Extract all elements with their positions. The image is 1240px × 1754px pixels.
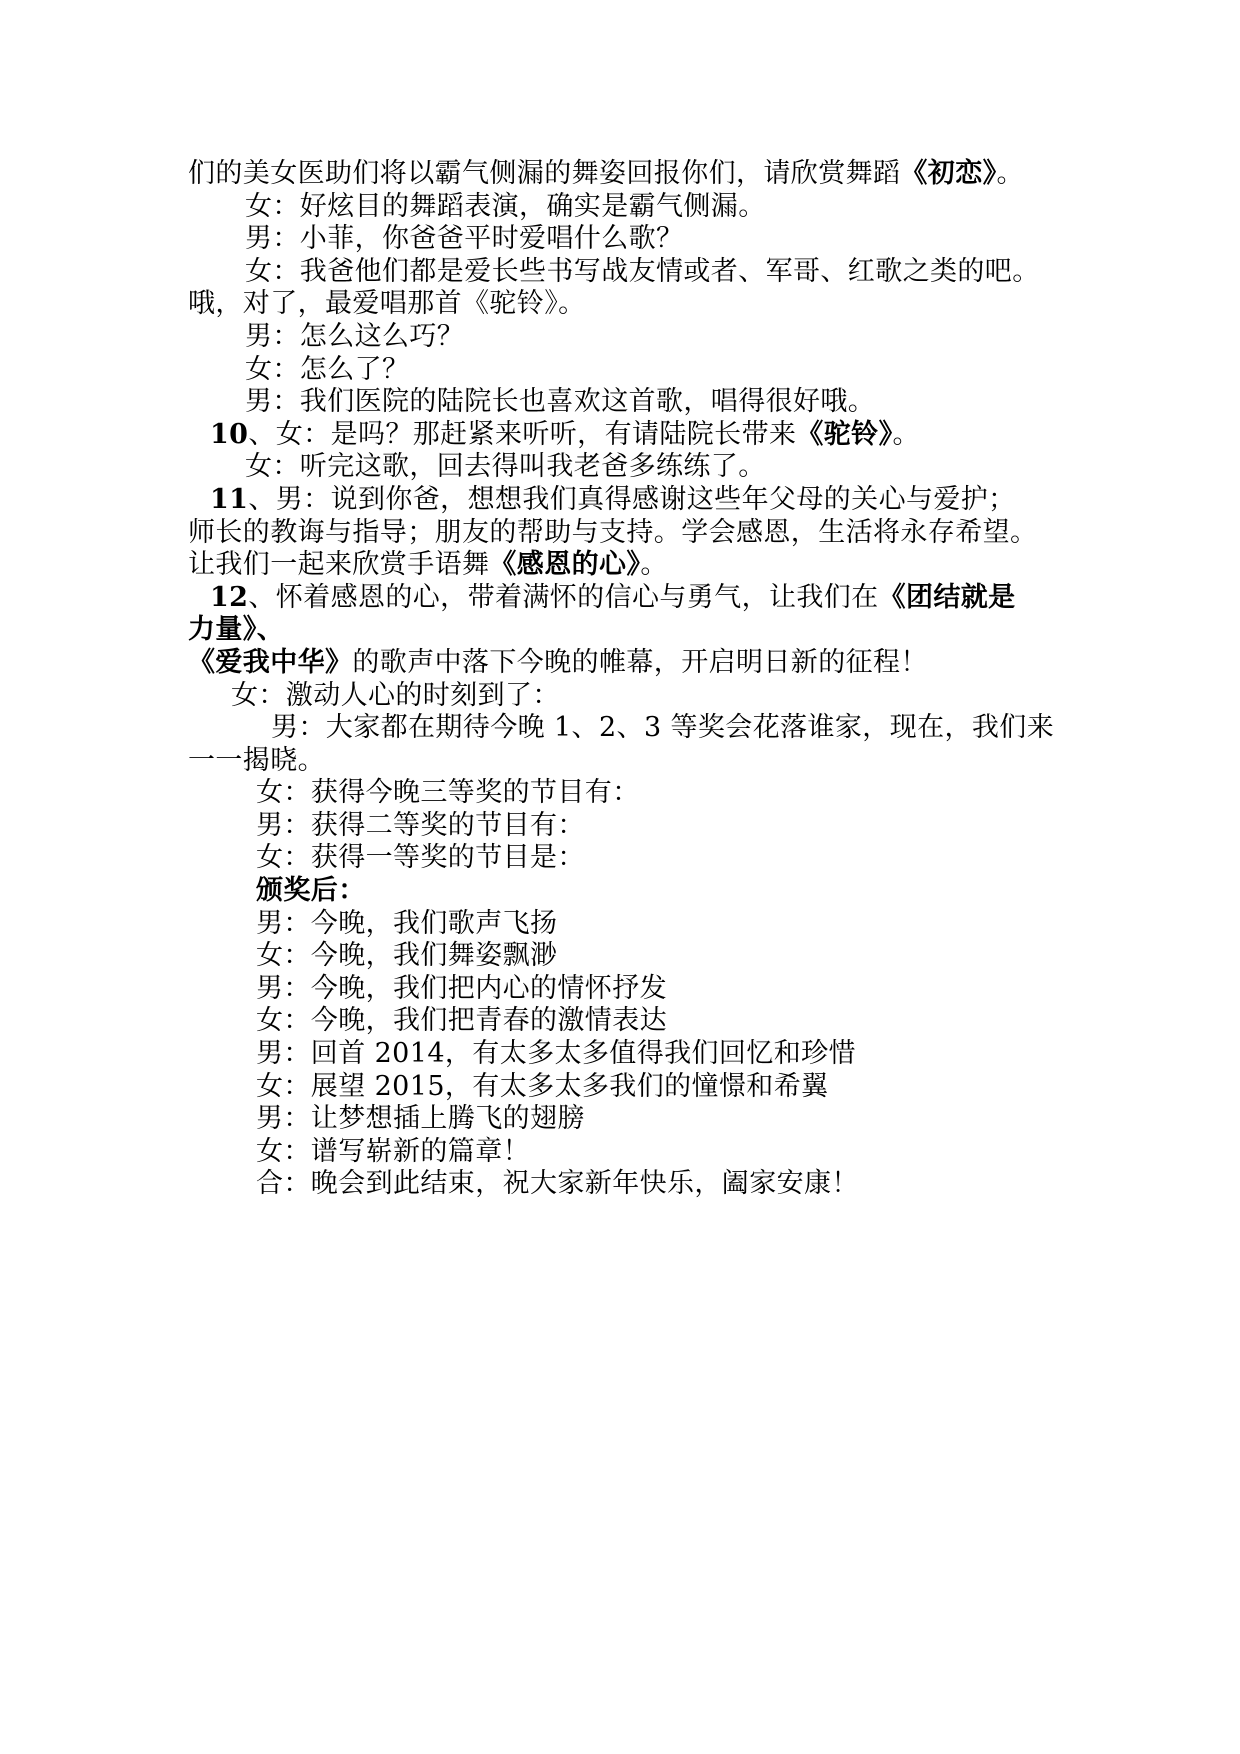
text-line: [188, 582, 1078, 615]
text-line: 男：今晚，我们把内心的情怀抒发: [256, 972, 667, 1004]
program-title: 《初恋》: [900, 158, 997, 189]
text-line: 女：好炫目的舞蹈表演，确实是霸气侧漏。: [245, 190, 766, 222]
text-line: 女：我爸他们都是爱长些书写战友情或者、军哥、红歌之类的吧。: [245, 255, 1040, 287]
text-line: 男：回首 2014，有太多太多值得我们回忆和珍惜: [256, 1038, 856, 1070]
item-number: 10: [210, 418, 249, 450]
text-line: [188, 549, 1078, 582]
line-text: 的歌声中落下今晚的帷幕，开启明日新的征程！: [352, 646, 928, 678]
text-line: 男：小菲，你爸爸平时爱唱什么歌？: [245, 223, 684, 255]
program-title: 《团结就是: [878, 581, 1016, 613]
line-text: 、男：说到你爸，想想我们真得感谢这些年父母的关心与爱护；: [248, 483, 1016, 515]
text-line: 力量》、: [188, 614, 285, 646]
script-text: [188, 158, 1078, 1201]
line-text: 们的美女医助们将以霸气侧漏的舞姿回报你们，请欣赏舞蹈: [188, 158, 901, 189]
line-text: 。: [892, 418, 920, 450]
text-line: 女：展望 2015，有太多太多我们的憧憬和希翼: [256, 1070, 829, 1102]
text-line: 男：今晚，我们歌声飞扬: [256, 907, 558, 939]
text-line: 男：我们医院的陆院长也喜欢这首歌，唱得很好哦。: [245, 386, 876, 418]
text-line: 女：获得一等奖的节目是：: [256, 842, 585, 874]
line-text: 、女：是吗？那赶紧来听听，有请陆院长带来: [248, 418, 797, 450]
text-line: 合：晚会到此结束，祝大家新年快乐，阖家安康！: [256, 1168, 859, 1200]
text-line: [188, 647, 1078, 680]
text-line: 男：让梦想插上腾飞的翅膀: [256, 1103, 585, 1135]
text-line: 女：今晚，我们舞姿飘渺: [256, 940, 558, 972]
line-text: 。: [640, 549, 668, 581]
text-line: 师长的教诲与指导；朋友的帮助与支持。学会感恩，生活将永存希望。: [188, 516, 1038, 548]
text-line: 女：激动人心的时刻到了：: [231, 679, 560, 711]
program-title: 《爱我中华》: [188, 646, 353, 678]
item-number: 12: [210, 581, 249, 613]
text-line: 男：怎么这么巧？: [245, 320, 465, 352]
text-line: 哦，对了，最爱唱那首《驼铃》。: [188, 288, 586, 320]
text-line: 女：谱写崭新的篇章！: [256, 1135, 530, 1167]
line-text: 让我们一起来欣赏手语舞: [188, 549, 490, 581]
text-line: 女：今晚，我们把青春的激情表达: [256, 1005, 667, 1037]
item-number: 11: [210, 483, 249, 515]
text-line: [188, 419, 1078, 452]
text-line: 男：大家都在期待今晚 1、2、3 等奖会花落谁家，现在，我们来: [271, 712, 1055, 744]
text-line: 女：获得今晚三等奖的节目有：: [256, 777, 640, 809]
text-line: 男：获得二等奖的节目有：: [256, 809, 585, 841]
text-line: [188, 158, 1078, 191]
text-line: [188, 484, 1078, 517]
text-line: 一一揭晓。: [188, 744, 325, 776]
text-line: 女：听完这歌，回去得叫我老爸多练练了。: [245, 451, 766, 483]
program-title: 《感恩的心》: [489, 549, 641, 581]
section-heading: 颁奖后：: [256, 875, 366, 907]
line-text: 。: [996, 158, 1024, 189]
line-text: 、怀着感恩的心，带着满怀的信心与勇气，让我们在: [248, 581, 879, 613]
program-title: 《驼铃》: [796, 418, 893, 450]
text-line: 女：怎么了？: [245, 353, 410, 385]
